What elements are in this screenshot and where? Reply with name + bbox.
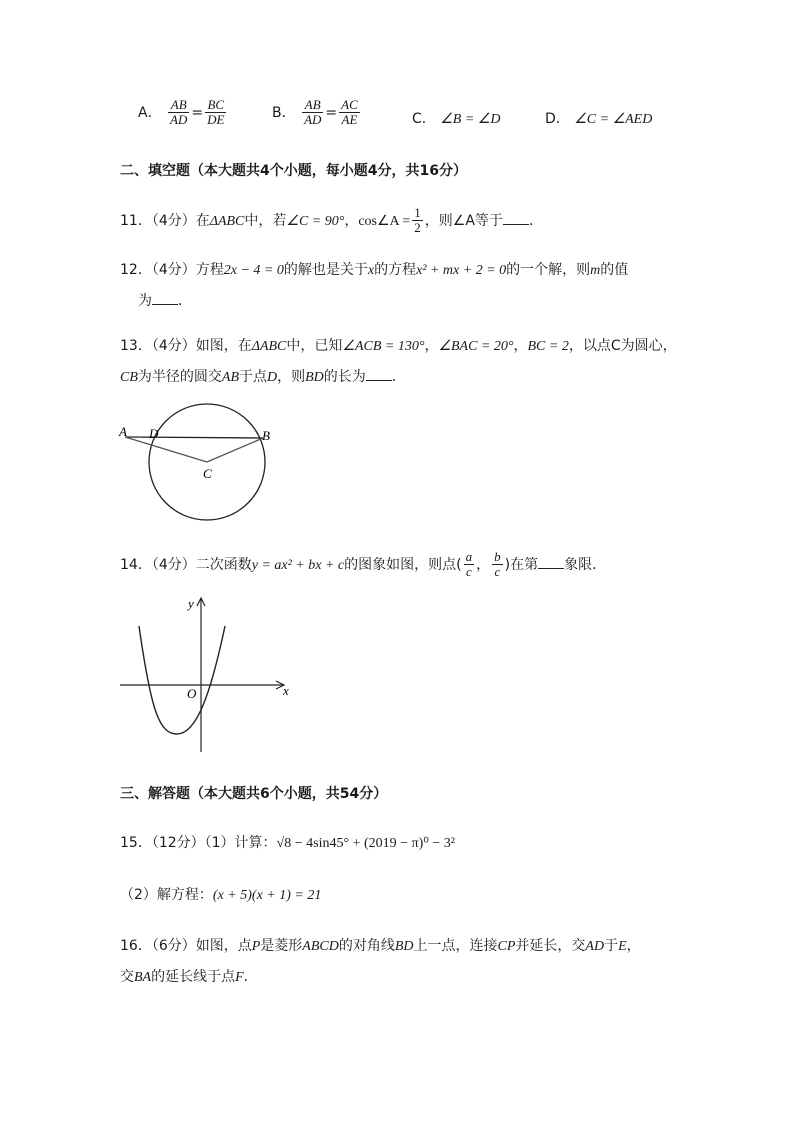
q13-line2-end: ． [391,369,406,385]
q16-ba: BA [134,970,152,985]
option-a-eq: = [191,104,204,121]
q12-mid: 的解也是关于 [283,262,368,278]
question-13-line2 [120,366,406,386]
q16-point-f: F [235,970,244,985]
question-12 [120,259,628,279]
q14-eq: y = ax² + bx + c [251,557,345,573]
question-16 [120,935,641,955]
q11-tri: ΔABC [209,213,245,229]
q15-expr2: (x + 5)(x + 1) = 21 [212,888,322,903]
option-c-expr: ∠B = ∠D [440,112,501,127]
q13-circle-figure [115,400,285,525]
q12-prefix: 12．（4分）方程 [120,262,224,278]
q13-s2: ， [513,338,528,354]
question-11 [120,206,543,236]
question-15 [120,832,455,852]
q14-end: 象限． [564,556,607,573]
q13-tri: ΔABC [251,339,287,354]
q11-mid: 中，若 [244,212,287,229]
option-a-frac2: $\frac{BC}{DE}$ [207,97,225,128]
q16-e: 并延长，交 [515,938,586,954]
q13-answer-blank[interactable] [366,368,392,381]
q12-line2-end: ． [178,293,192,309]
q11-cond1: ∠C = 90° [286,213,345,229]
section-2-heading: 二、填空题（本大题共4个小题，每小题4分，共16分） [120,163,467,179]
segment-ab [125,437,263,438]
option-d-expr: ∠C = ∠AED [574,112,653,127]
option-b-eq: = [325,104,338,121]
q13-c1: ∠ACB = 130° [342,339,425,354]
q13-l2d: 于点 [239,369,267,385]
point-c-label: C [203,466,212,481]
q16-l2a: 交 [120,969,134,985]
q16-d: 上一点，连接 [413,938,498,954]
q16-p: P [251,939,261,954]
q15-expr: √8 − 4sin45° + (2019 − π)⁰ − 3² [276,836,455,851]
option-a-frac1: $\frac{AB}{AD}$ [170,97,188,128]
q16-point-e: E [618,939,627,954]
q13-line1-mid: 中，已知 [286,338,343,354]
parabola [139,626,225,734]
q13-l2h: 的长为 [323,369,366,385]
q16-ad: AD [585,939,605,954]
question-13 [120,335,677,355]
q14-parabola-figure [115,592,300,757]
q13-line1-end: ，以点C为圆心， [568,338,677,354]
q13-cb: CB [120,370,138,385]
option-a-label: A． [138,104,162,121]
q13-l2b: 为半径的圆交 [137,369,222,385]
q12-var: x [367,263,375,278]
q16-cp: CP [497,939,516,954]
q12-mid3: 的一个解，则 [506,262,591,278]
q14-comma: ， [476,556,491,573]
segment-ac [125,437,207,462]
q13-s1: ， [424,338,439,354]
q12-eq1: 2x − 4 = 0 [223,263,284,278]
option-d [545,108,652,128]
q11-answer-blank[interactable] [503,212,529,225]
q11-sep: ， [344,212,359,229]
option-d-label: D． [545,111,570,127]
question-14 [120,550,606,580]
point-d-label: D [149,426,159,441]
option-b-frac2: $\frac{AC}{AE}$ [341,97,358,128]
q13-line1-pre: 13．（4分）如图，在 [120,338,252,354]
q11-prefix: 11．（4分）在 [120,212,210,229]
option-a [138,98,228,128]
option-c [412,108,500,128]
point-b-label: B [262,428,270,443]
q11-end: ． [528,212,543,229]
question-12-line2 [138,290,192,310]
question-16-line2 [120,966,258,986]
q13-c3: BC = 2 [527,339,569,354]
q14-mid: 的图象如图，则点( [344,556,462,573]
question-15-part2 [120,884,321,904]
q14-frac2: $\frac{b}{c}$ [494,549,501,580]
q16-bd: BD [394,939,414,954]
origin-label: O [187,686,197,701]
option-b-frac1: $\frac{AB}{AD}$ [304,97,322,128]
section-3-heading: 三、解答题（本大题共6个小题，共54分） [120,786,388,802]
q12-mid2: 的方程 [374,262,417,278]
q12-eq2: x² + mx + 2 = 0 [416,263,507,278]
q13-bd: BD [305,370,324,385]
q12-var2: m [590,263,601,278]
q14-prefix: 14．（4分）二次函数 [120,556,252,573]
q12-line2-pre: 为 [138,293,152,309]
option-b-label: B． [272,104,296,121]
q12-end: 的值 [600,262,629,278]
q16-l2b: 的延长线于点 [151,969,236,985]
y-axis-label: y [188,596,194,611]
q13-ab: AB [221,370,239,385]
q15-line2-pre: （2）解方程： [120,887,213,903]
q11-frac: $\frac{1}{2}$ [414,205,421,236]
q13-l2f: ，则 [277,369,306,385]
q16-abcd: ABCD [302,939,339,954]
q16-f: 于 [604,938,619,954]
option-c-label: C． [412,111,436,127]
q16-a: 16．（6分）如图，点 [120,938,252,954]
q14-answer-blank[interactable] [538,556,564,569]
point-a-label: A [119,424,127,439]
x-axis-label: x [283,683,289,698]
q15-line1-pre: 15．（12分）（1）计算： [120,835,277,851]
option-b [272,98,362,128]
q16-g: ， [626,938,641,954]
q12-answer-blank[interactable] [152,292,178,305]
q13-c2: ∠BAC = 20° [438,339,514,354]
q14-mid2: )在第 [504,556,539,573]
q11-cos: cos∠A = [358,213,411,229]
q16-l2-end: ． [243,969,258,985]
q16-b: 是菱形 [260,938,303,954]
q16-c: 的对角线 [338,938,395,954]
q13-d: D [267,370,278,385]
q14-frac1: $\frac{a}{c}$ [465,549,473,580]
segment-bc [207,438,263,462]
q11-suffix: ，则∠A等于 [424,212,503,229]
